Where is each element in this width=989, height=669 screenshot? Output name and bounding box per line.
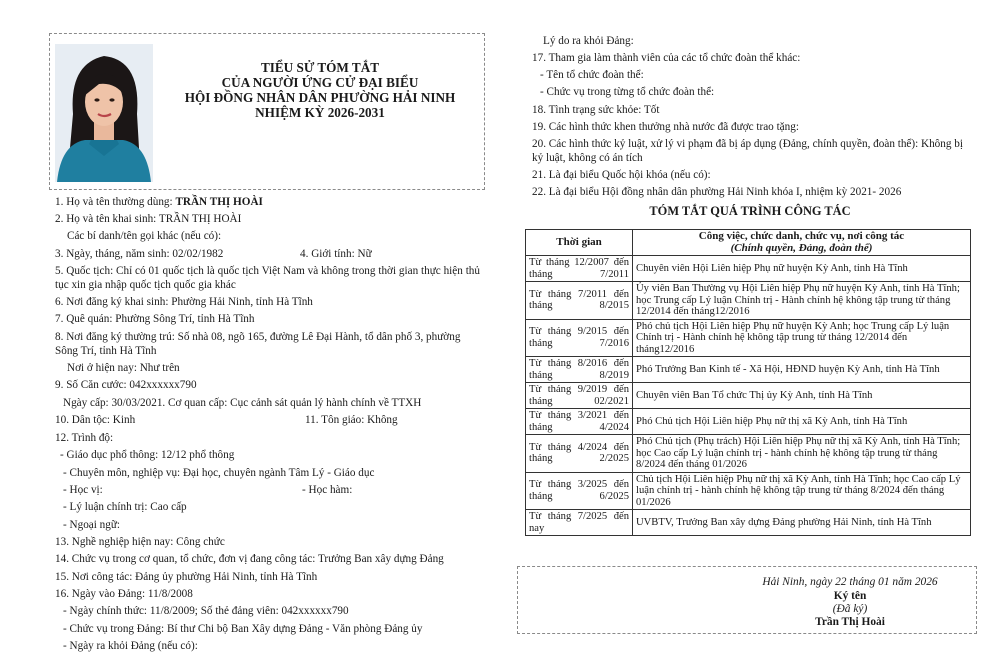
title-line-2: CỦA NGƯỜI ỨNG CỬ ĐẠI BIỂU (221, 75, 419, 90)
field-party-leave-reason: Lý do ra khỏi Đảng: (543, 35, 634, 47)
field-education: 12. Trình độ: (55, 432, 114, 444)
field-nationality: 5. Quốc tịch: Chỉ có 01 quốc tịch là quốc tịch Việt Nam và không trong thời gian thực hiện thủ tục xin gia nhập quốc tịch quốc gia khác (55, 265, 480, 291)
document-title (160, 60, 480, 120)
field-ethnicity: 10. Dân tộc: Kinh (55, 414, 136, 426)
signature-label: Ký tên (833, 590, 867, 602)
field-permanent-residence: 8. Nơi đăng ký thường trú: Số nhà 08, ngõ 165, đường Lê Đại Hành, tổ dân phố 3, phường Sông Trí, tỉnh Hà Tĩnh (55, 331, 461, 357)
table-row (526, 383, 971, 409)
field-hometown: 7. Quê quán: Phường Sông Trí, tỉnh Hà Tĩnh (55, 313, 255, 325)
field-national-assembly: 21. Là đại biểu Quốc hội khóa (nếu có): (532, 169, 711, 181)
title-line-4: NHIỆM KỲ 2026-2031 (255, 105, 385, 120)
field-political-theory: - Lý luận chính trị: Cao cấp (63, 501, 187, 513)
row-time: Từ tháng 9/2015 đến tháng 7/2016 (526, 319, 633, 357)
row-description: Chuyên viên Hội Liên hiệp Phụ nữ huyện Kỳ Anh, tỉnh Hà Tĩnh (633, 256, 971, 282)
field-aliases: Các bí danh/tên gọi khác (nếu có): (67, 230, 222, 242)
field-birth-name: 2. Họ và tên khai sinh: TRẦN THỊ HOÀI (55, 213, 242, 225)
row-time: Từ tháng 3/2025 đến tháng 6/2025 (526, 472, 633, 510)
field-religion: 11. Tôn giáo: Không (305, 414, 398, 426)
work-history-table (525, 229, 971, 536)
field-degree: - Học vị: (63, 484, 103, 496)
signer-name: Trần Thị Hoài (815, 616, 885, 628)
candidate-name: TRẦN THỊ HOÀI (175, 196, 263, 208)
field-health: 18. Tình trạng sức khỏe: Tốt (532, 104, 660, 116)
table-row (526, 256, 971, 282)
field-birth-date: 3. Ngày, tháng, năm sinh: 02/02/1982 (55, 248, 224, 260)
table-row (526, 435, 971, 473)
field-workplace: 15. Nơi công tác: Đảng ủy phường Hải Ninh, tỉnh Hà Tĩnh (55, 571, 318, 583)
row-description: Chuyên viên Ban Tổ chức Thị ủy Kỳ Anh, tỉnh Hà Tĩnh (633, 383, 971, 409)
row-description: Ủy viên Ban Thường vụ Hội Liên hiệp Phụ nữ huyện Kỳ Anh, tỉnh Hà Tĩnh; học Trung cấp Lý luận Chính trị - Hành chính hệ không tập trung từ tháng 12/2014 đến tháng12/2016 (633, 282, 971, 320)
field-general-education: - Giáo dục phổ thông: 12/12 phổ thông (60, 449, 235, 461)
field-party-join-date: 16. Ngày vào Đảng: 11/8/2008 (55, 588, 193, 600)
field-gender: 4. Giới tính: Nữ (300, 248, 372, 260)
title-line-1: TIỂU SỬ TÓM TẮT (260, 60, 380, 75)
row-time: Từ tháng 3/2021 đến tháng 4/2024 (526, 409, 633, 435)
row-description: Phó Chủ tịch (Phụ trách) Hội Liên hiệp Phụ nữ thị xã Kỳ Anh, tỉnh Hà Tĩnh; học Cao cấp Lý luận chính trị - hành chính hệ không tập trung từ tháng 8/2024 đến tháng 01/2026 (633, 435, 971, 473)
field-foreign-language: - Ngoại ngữ: (63, 519, 121, 531)
field-discipline: 20. Các hình thức kỷ luật, xử lý vi phạm đã bị áp dụng (Đảng, chính quyền, đoàn thể): Không bị kỷ luật, không có án tích (532, 138, 963, 164)
signature-date: Hải Ninh, ngày 22 tháng 01 năm 2026 (762, 576, 938, 588)
col-header-time: Thời gian (526, 230, 633, 256)
field-birth-registration: 6. Nơi đăng ký khai sinh: Phường Hải Ninh, tỉnh Hà Tĩnh (55, 296, 313, 308)
signature-status: (Đã ký) (832, 603, 868, 615)
field-position: 14. Chức vụ trong cơ quan, tổ chức, đơn vị đang công tác: Trưởng Ban xây dựng Đảng (55, 553, 444, 565)
row-time: Từ tháng 7/2011 đến tháng 8/2015 (526, 282, 633, 320)
field-organization-role: - Chức vụ trong từng tổ chức đoàn thể: (540, 86, 715, 98)
row-time: Từ tháng 8/2016 đến tháng 8/2019 (526, 357, 633, 383)
field-occupation: 13. Nghề nghiệp hiện nay: Công chức (55, 536, 225, 548)
work-history-title: TÓM TẮT QUÁ TRÌNH CÔNG TÁC (649, 204, 851, 218)
row-time: Từ tháng 12/2007 đến tháng 7/2011 (526, 256, 633, 282)
field-party-leave-date: - Ngày ra khỏi Đảng (nếu có): (63, 640, 198, 652)
table-header-row (526, 230, 971, 256)
row-description: Chủ tịch Hội Liên hiệp Phụ nữ thị xã Kỳ Anh, tỉnh Hà Tĩnh; học Cao cấp Lý luận chính trị - hành chính hệ không tập trung từ tháng 8/2024 đến tháng 01/2026 (633, 472, 971, 510)
table-row (526, 282, 971, 320)
field-organization-name: - Tên tổ chức đoàn thể: (540, 69, 644, 81)
row-description: Phó Trưởng Ban Kinh tế - Xã Hội, HĐND huyện Kỳ Anh, tỉnh Hà Tĩnh (633, 357, 971, 383)
table-row (526, 409, 971, 435)
row-description: UVBTV, Trưởng Ban xây dựng Đảng phường Hải Ninh, tỉnh Hà Tĩnh (633, 510, 971, 536)
row-time: Từ tháng 9/2019 đến tháng 02/2021 (526, 383, 633, 409)
table-row (526, 472, 971, 510)
row-description: Phó Chủ tịch Hội Liên hiệp Phụ nữ thị xã Kỳ Anh, tỉnh Hà Tĩnh (633, 409, 971, 435)
field-organizations: 17. Tham gia làm thành viên của các tổ chức đoàn thể khác: (532, 52, 801, 64)
field-current-residence: Nơi ở hiện nay: Như trên (67, 362, 180, 374)
row-time: Từ tháng 7/2025 đến nay (526, 510, 633, 536)
field-id-number: 9. Số Căn cước: 042xxxxxx790 (55, 379, 197, 391)
candidate-photo (55, 44, 153, 182)
col-header-description: Công việc, chức danh, chức vụ, nơi công tác (Chính quyền, Đảng, đoàn thể) (633, 230, 971, 256)
field-id-issue: Ngày cấp: 30/03/2021. Cơ quan cấp: Cục cảnh sát quản lý hành chính về TTXH (63, 397, 422, 409)
field-awards: 19. Các hình thức khen thưởng nhà nước đã được trao tặng: (532, 121, 799, 133)
table-row (526, 319, 971, 357)
field-academic-title: - Học hàm: (302, 484, 353, 496)
row-description: Phó chủ tịch Hội Liên hiệp Phụ nữ huyện Kỳ Anh; học Trung cấp Lý luận Chính trị - Hành chính hệ không tập trung từ tháng 12/2014 đến tháng12/2016 (633, 319, 971, 357)
field-council-delegate: 22. Là đại biểu Hội đồng nhân dân phường Hải Ninh khóa I, nhiệm kỳ 2021- 2026 (532, 186, 902, 198)
table-row (526, 510, 971, 536)
field-party-position: - Chức vụ trong Đảng: Bí thư Chi bộ Ban Xây dựng Đảng - Văn phòng Đảng ủy (63, 623, 423, 635)
row-time: Từ tháng 4/2024 đến tháng 2/2025 (526, 435, 633, 473)
table-row (526, 357, 971, 383)
title-line-3: HỘI ĐỒNG NHÂN DÂN PHƯỜNG HẢI NINH (184, 90, 456, 105)
field-common-name: 1. Họ và tên thường dùng: TRẦN THỊ HOÀI (55, 196, 263, 208)
field-party-official-date: - Ngày chính thức: 11/8/2009; Số thẻ đảng viên: 042xxxxxx790 (63, 605, 349, 617)
field-specialty: - Chuyên môn, nghiệp vụ: Đại học, chuyên ngành Tâm Lý - Giáo dục (63, 467, 375, 479)
